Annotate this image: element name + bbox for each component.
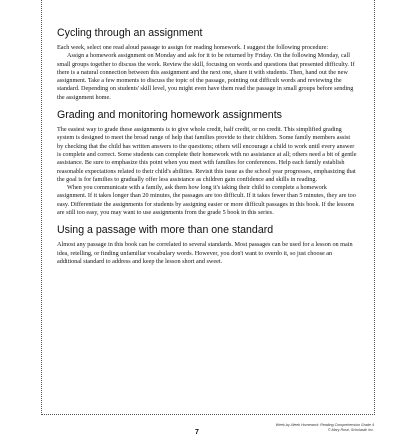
section-heading: Grading and monitoring homework assignments: [57, 109, 282, 122]
page-number: 7: [195, 429, 199, 436]
section-heading: Cycling through an assignment: [57, 27, 203, 39]
section-multiple-standards: [57, 224, 357, 266]
section-heading: Using a passage with more than one standard: [57, 224, 274, 237]
document-body: [57, 27, 357, 273]
section-cycling: [57, 27, 357, 102]
footer-credit-title: Week-by-Week Homework: Reading Comprehension Grade 4: [275, 423, 374, 427]
paragraph: The easiest way to grade these assignments is to give whole credit, half credit, or no credit. This simplified grading system is designed to meet the broad range of help that families provide to their children. Some family members assist by checking that the child has written answers to the questions; others will encourage a child to work until every answer is complete and correct. Some students can complete their homework with no assistance at all; others need a bit of gentle assistance. Be sure to emphasize this point when you meet with families for conferences. Help each family establish reasonable expectations related to their child's abilities. Revisit this issue as the school year progresses, emphasizing that the goal is for families to gradually offer less assistance as children gain confidence and skills in reading.: [57, 126, 357, 183]
footer-credit-copyright: © Mary Rose, Scholastic Inc.: [327, 428, 374, 432]
paragraph: Almost any passage in this book can be correlated to several standards. Most passages can be used for a lesson on main idea, retelling, or finding unfamiliar vocabulary words. However, you don't want to overdo it, so just choose an additional standard to address and keep the lesson short and sweet.: [57, 241, 353, 265]
paragraph: Each week, select one read aloud passage to assign for reading homework. I suggest the following procedure:: [57, 44, 329, 51]
paragraph: Assign a homework assignment on Monday and ask for it to be returned by Friday. On the following Monday, call small groups together to discuss the work. Review the skill, focusing on words and questions that presented difficulty. If there is a natural connection between this assignment and the next one, share it with students. Then, hand out the new assignment. Take a few moments to discuss the topic of the passage, pointing out difficult words and reviewing the standard. Depending on students' skill level, you might even have them read the passage in small groups before sending the assignment home.: [57, 52, 355, 101]
paragraph: When you communicate with a family, ask them how long it's taking their child to complete a homework assignment. If it takes longer than 20 minutes, the passages are too difficult. If it takes fewer than 5 minutes, they are too easy. Differentiate the assignments for students by assigning easier or more difficult passages in this book. If the lessons are still too easy, you may want to use assignments from the grade 5 book in this series.: [57, 184, 356, 217]
footer-credit: [276, 423, 374, 433]
section-grading: [57, 109, 357, 217]
